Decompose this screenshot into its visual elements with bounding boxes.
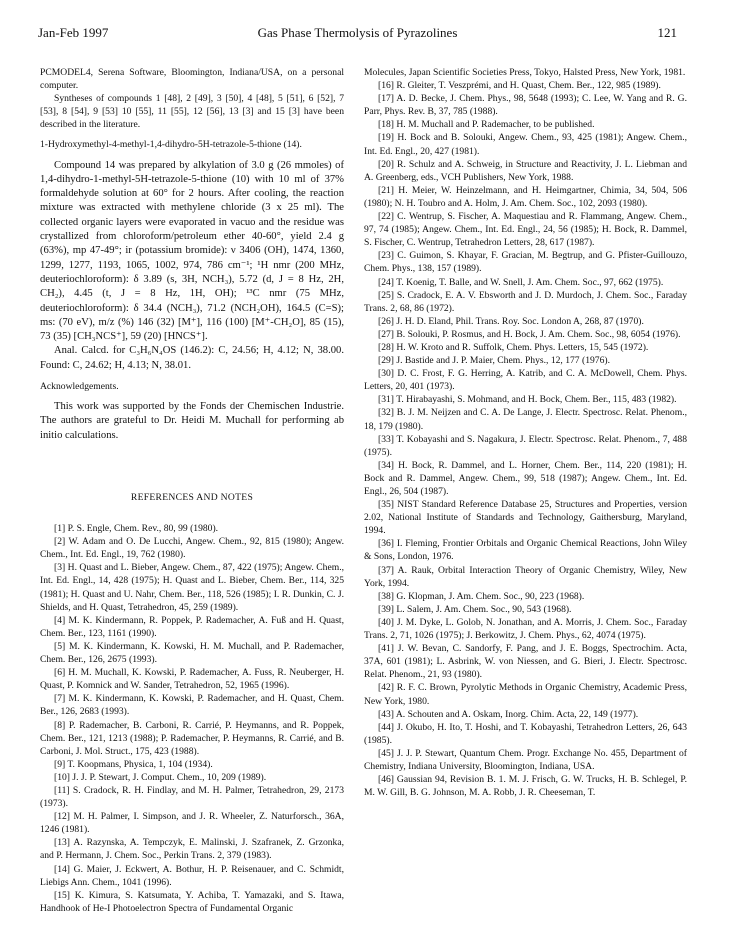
reference-item: [7] M. K. Kindermann, K. Kowski, P. Rademacher, and H. Quast, Chem. Ber., 126, 2683 (1993). [40,693,344,718]
reference-item: [3] H. Quast and L. Bieber, Angew. Chem., 87, 422 (1975); Angew. Chem., Int. Ed. Engl., 14, 428 (1975); H. Quast and L. Bieber, Chem. Ber., 114, 325 (1981); H. Quast and U. Nahr, Chem. Ber., 118, 526 (1985); I. R. Dunkin, C. J. Shields, and H. Quast, Tetrahedron, 45, 259 (1989). [40,562,344,613]
reference-item: [40] J. M. Dyke, L. Golob, N. Jonathan, and A. Morris, J. Chem. Soc., Faraday Trans. 2, 71, 1026 (1975); J. Berkowitz, J. Chem. Phys., 62, 4074 (1975). [364,616,687,642]
references-heading: REFERENCES AND NOTES [130,492,254,503]
reference-item: [13] A. Razynska, A. Tempczyk, E. Malinski, J. Szafranek, Z. Grzonka, and P. Hermann, J. Chem. Soc., Perkin Trans. 2, 379 (1983). [40,837,344,862]
reference-item: [41] J. W. Bevan, C. Sandorfy, F. Pang, and J. E. Boggs, Spectrochim. Acta, 37A, 601 (1981); L. Asbrink, W. von Niessen, and G. Bieri, J. Electr. Spectrosc. Relat. Phenom., 21, 93 (1980). [364,643,687,681]
reference-item: [21] H. Meier, W. Heinzelmann, and H. Heimgartner, Chimia, 34, 504, 506 (1980); N. H. Toubro and A. Holm, J. Am. Chem. Soc., 102, 2093 (1980). [364,184,687,209]
reference-item: [34] H. Bock, R. Dammel, and L. Horner, Chem. Ber., 114, 220 (1981); H. Bock and R. Dammel, Angew. Chem., 99, 518 (1987); Angew. Chem., Int. Ed. Engl., 26, 504 (1987). [364,459,687,497]
reference-item: [32] B. J. M. Neijzen and C. A. De Lange, J. Electr. Spectrosc. Relat. Phenom., 18, 179 (1980). [364,407,687,432]
reference-continuation: Molecules, Japan Scientific Societies Press, Tokyo, Halsted Press, New York, 1981. [364,67,686,78]
reference-item: [42] R. F. C. Brown, Pyrolytic Methods in Organic Chemistry, Academic Press, New York, 1980. [364,682,687,707]
reference-item: [37] A. Rauk, Orbital Interaction Theory of Organic Chemistry, Wiley, New York, 1994. [364,564,687,589]
reference-item: [17] A. D. Becke, J. Chem. Phys., 98, 5648 (1993); C. Lee, W. Yang and R. G. Parr, Phys. Rev. B, 37, 785 (1988). [364,93,687,118]
reference-item: [1] P. S. Engle, Chem. Rev., 80, 99 (1980). [54,523,219,535]
acknowledgements-title: Acknowledgements. [40,381,119,393]
analysis-paragraph: Anal. Calcd. for C₃H₆N₄OS (146.2): C, 24.56; H, 4.12; N, 38.00. Found: C, 24.62; H, 4.13; N, 38.01. [40,345,344,371]
reference-item: [44] J. Okubo, H. Ito, T. Hoshi, and T. Kobayashi, Tetrahedron Letters, 26, 643 (1985). [364,721,687,746]
reference-item: [5] M. K. Kindermann, K. Kowski, H. M. Muchall, and P. Rademacher, Chem. Ber., 126, 2675 (1993). [40,640,344,666]
intro-paragraph: PCMODEL4, Serena Software, Bloomington, Indiana/USA, on a personal computer. [40,67,344,92]
reference-item: [15] K. Kimura, S. Katsumata, Y. Achiba, T. Yamazaki, and S. Itawa, Handhook of He-I Photoelectron Spectra of Fundamental Organic [40,889,344,914]
reference-item: [29] J. Bastide and J. P. Maier, Chem. Phys., 12, 177 (1976). [378,355,610,367]
reference-item: [39] L. Salem, J. Am. Chem. Soc., 90, 543 (1968). [378,603,572,615]
reference-item: [16] R. Gleiter, T. Veszprémi, and H. Quast, Chem. Ber., 122, 985 (1989). [378,80,661,92]
reference-item: [35] NIST Standard Reference Database 25, Structures and Properties, version 2.02, National Institute of Standards and Technology, Gaithersburg, Maryland, 1994. [364,499,687,537]
reference-item: [10] J. J. P. Stewart, J. Comput. Chem., 10, 209 (1989). [54,771,267,783]
reference-item: [46] Gaussian 94, Revision B. 1. M. J. Frisch, G. W. Trucks, H. B. Schlegel, P. M. W. Gill, B. G. Johnson, M. A. Robb, J. R. Cheeseman, T. [364,774,687,799]
reference-item: [11] S. Cradock, R. H. Findlay, and M. H. Palmer, Tetrahedron, 29, 2173 (1973). [40,784,344,810]
reference-item: [43] A. Schouten and A. Oskam, Inorg. Chim. Acta, 22, 149 (1977). [378,708,639,720]
compound-title: 1-Hydroxymethyl-4-methyl-1,4-dihydro-5H-tetrazole-5-thione (14). [40,139,302,151]
reference-item: [28] H. W. Kroto and R. Suffolk, Chem. Phys. Letters, 15, 545 (1972). [378,341,649,353]
reference-item: [24] T. Koenig, T. Balle, and W. Snell, J. Am. Chem. Soc., 97, 662 (1975). [378,276,664,288]
reference-item: [26] J. H. D. Eland, Phil. Trans. Roy. Soc. London A, 268, 87 (1970). [378,315,644,327]
reference-item: [33] T. Kobayashi and S. Nagakura, J. Electr. Spectrosc. Relat. Phenom., 7, 488 (1975). [364,433,687,458]
reference-item: [38] G. Klopman, J. Am. Chem. Soc., 90, 223 (1968). [378,590,585,602]
preparation-paragraph: Compound 14 was prepared by alkylation of 3.0 g (26 mmoles) of 1,4-dihydro-1-methyl-5H-tetrazole-5-thione (10) with 10 ml of 37% formaldehyde solution at 60° for 2 hours. After cooling, the reaction mixture was extracted with methylene chloride (3 x 25 ml). The collected organic layers were evaporated in vacuo and the residue was crystallized from chloroform/petroleum ether 40-60°, yield 2.4 g (63%), mp 47-49°; ir (potassium bromide): ν 3406 (OH), 1474, 1360, 1299, 1277, 1193, 1065, 1002, 974, 786 cm⁻¹; ¹H nmr (200 MHz, deuteriochloroform): δ 3.89 (s, 3H, NCH₃), 5.72 (d, J = 8 Hz, 2H, CH₂), 4.45 (t, J = 8 Hz, 1H, OH); ¹³C nmr (75 MHz, deuteriochloroform): δ 34.4 (NCH₃), 71.2 (NCH₂OH), 164.5 (C=S); ms: (70 eV), m/z (%) 146 (32) [M⁺], 116 (100) [M⁺-CH₂O], 85 (15), 73 (35) [CH₃NCS⁺], 59 (20) [HNCS⁺]. [40,159,344,343]
right-column [364,66,687,799]
page-number: 121 [657,25,677,40]
running-header [38,25,677,41]
reference-item: [27] B. Solouki, P. Rosmus, and H. Bock, J. Am. Chem. Soc., 98, 6054 (1976). [378,328,681,340]
reference-item: [25] S. Cradock, E. A. V. Ebsworth and J. D. Murdoch, J. Chem. Soc., Faraday Trans. 2, 68, 86 (1972). [364,289,687,314]
references-list-right [364,79,687,799]
syntheses-paragraph: Syntheses of compounds 1 [48], 2 [49], 3 [50], 4 [48], 5 [51], 6 [52], 7 [53], 8 [54], 9 [53] 10 [55], 11 [55], 12 [56], 13 [3] and 15 [3] have been described in the literature. [40,93,344,131]
left-column [40,66,344,915]
reference-item: [30] D. C. Frost, F. G. Herring, A. Katrib, and C. A. McDowell, Chem. Phys. Letters, 20, 401 (1973). [364,368,687,393]
reference-item: [12] M. H. Palmer, I. Simpson, and J. R. Wheeler, Z. Naturforsch., 36A, 1246 (1981). [40,811,344,836]
reference-item: [8] P. Rademacher, B. Carboni, R. Carrié, P. Heymanns, and R. Poppek, Chem. Ber., 121, 1213 (1988); P. Rademacher, P. Heymanns, R. Carrié, and B. Carboni, J. Mol. Struct., 175, 423 (1988). [40,719,344,757]
reference-item: [22] C. Wentrup, S. Fischer, A. Maquestiau and R. Flammang, Angew. Chem., 97, 74 (1985); Angew. Chem., Int. Ed. Engl., 24, 56 (1985); H. Bock, R. Dammel, S. Fischer, C. Wentrup, Tetrahedron Letters, 28, 617 (1987). [364,211,687,249]
reference-item: [2] W. Adam and O. De Lucchi, Angew. Chem., 92, 815 (1980); Angew. Chem., Int. Ed. Engl., 19, 762 (1980). [40,536,344,561]
reference-item: [18] H. M. Muchall and P. Rademacher, to be published. [378,119,595,131]
reference-item: [19] H. Bock and B. Solouki, Angew. Chem., 93, 425 (1981); Angew. Chem., Int. Ed. Engl., 20, 427 (1981). [364,132,687,157]
reference-item: [9] T. Koopmans, Physica, 1, 104 (1934). [54,758,213,770]
reference-item: [20] R. Schulz and A. Schweig, in Structure and Reactivity, J. L. Liebman and A. Greenberg, eds., VCH Publishers, New York, 1988. [364,158,687,183]
reference-item: [45] J. J. P. Stewart, Quantum Chem. Progr. Exchange No. 455, Department of Chemistry, Indiana University, Bloomington, Indiana, USA. [364,747,687,772]
references-list-left [40,522,344,915]
reference-item: [6] H. M. Muchall, K. Kowski, P. Rademacher, A. Fuss, R. Neuberger, H. Quast, P. Komnick and W. Sander, Tetrahedron, 52, 1965 (1996). [40,667,344,692]
header-date: Jan-Feb 1997 [38,25,109,40]
reference-item: [4] M. K. Kindermann, R. Poppek, P. Rademacher, A. Fuß and H. Quast, Chem. Ber., 123, 1161 (1990). [40,614,344,639]
reference-item: [36] I. Fleming, Frontier Orbitals and Organic Chemical Reactions, John Wiley & Sons, London, 1976. [364,538,687,563]
reference-item: [23] C. Guimon, S. Khayar, F. Gracian, M. Begtrup, and G. Pfister-Guillouzo, Chem. Phys., 138, 157 (1989). [364,250,687,275]
reference-item: [14] G. Maier, J. Eckwert, A. Bothur, H. P. Reisenauer, and C. Schmidt, Liebigs Ann. Chem., 1041 (1996). [40,863,344,888]
header-title: Gas Phase Thermolysis of Pyrazolines [257,25,458,40]
acknowledgements-text: This work was supported by the Fonds der Chemischen Industrie. The authors are grateful to Dr. Heidi M. Muchall for performing ab initio calculations. [40,401,344,441]
reference-item: [31] T. Hirabayashi, S. Mohmand, and H. Bock, Chem. Ber., 115, 483 (1982). [378,394,677,406]
